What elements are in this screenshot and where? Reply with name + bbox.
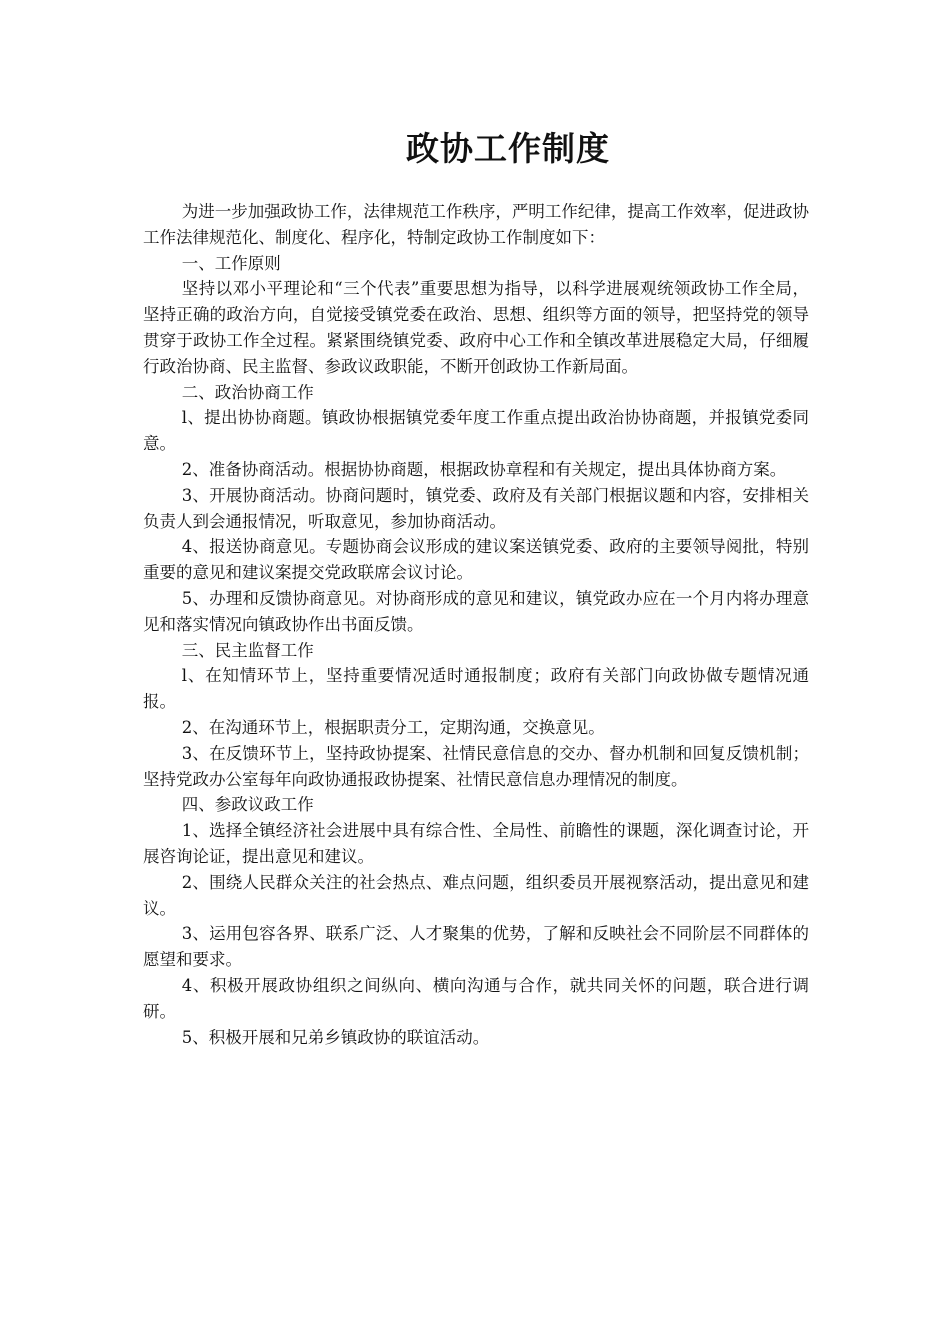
- consultation-item-2: 2、准备协商活动。根据协协商题，根据政协章程和有关规定，提出具体协商方案。: [181, 459, 787, 479]
- consultation-item-5: 5、办理和反馈协商意见。对协商形成的意见和建议，镇党政办应在一个月内将办理意见和落实情况向镇政协作出书面反馈。: [143, 588, 809, 634]
- section-heading-principles: 一、工作原则: [181, 253, 281, 273]
- section-heading-democratic-supervision: 三、民主监督工作: [181, 640, 314, 660]
- participation-item-4: 4、积极开展政协组织之间纵向、横向沟通与合作，就共同关怀的问题，联合进行调研。: [143, 975, 809, 1021]
- section-heading-political-consultation: 二、政治协商工作: [181, 382, 314, 402]
- participation-item-2: 2、围绕人民群众关注的社会热点、难点问题，组织委员开展视察活动，提出意见和建议。: [143, 872, 809, 918]
- consultation-item-4: 4、报送协商意见。专题协商会议形成的建议案送镇党委、政府的主要领导阅批，特别重要的意见和建议案提交党政联席会议讨论。: [143, 537, 809, 583]
- participation-item-1: 1、选择全镇经济社会进展中具有综合性、全局性、前瞻性的课题，深化调查讨论，开展咨询论证，提出意见和建议。: [143, 821, 809, 866]
- participation-item-5: 5、积极开展和兄弟乡镇政协的联谊活动。: [181, 1027, 490, 1047]
- intro-paragraph: 为进一步加强政协工作，法律规范工作秩序，严明工作纪律，提高工作效率，促进政协工作法律规范化、制度化、程序化，特制定政协工作制度如下：: [143, 202, 809, 247]
- section-heading-participation: 四、参政议政工作: [181, 795, 314, 815]
- consultation-item-3: 3、开展协商活动。协商问题时，镇党委、政府及有关部门根据议题和内容，安排相关负责人到会通报情况，听取意见，参加协商活动。: [143, 485, 809, 531]
- supervision-item-3: 3、在反馈环节上，坚持政协提案、社情民意信息的交办、督办机制和回复反馈机制；坚持党政办公室每年向政协通报政协提案、社情民意信息办理情况的制度。: [143, 743, 809, 789]
- supervision-item-2: 2、在沟通环节上，根据职责分工，定期沟通，交换意见。: [181, 717, 605, 737]
- document-body: [143, 199, 809, 1050]
- consultation-item-1: l、提出协协商题。镇政协根据镇党委年度工作重点提出政治协协商题，并报镇党委同意。: [143, 408, 809, 454]
- principles-paragraph: 坚持以邓小平理论和“三个代表”重要思想为指导，以科学进展观统领政协工作全局，坚持正确的政治方向，自觉接受镇党委在政治、思想、组织等方面的领导，把坚持党的领导贯穿于政协工作全过程。紧紧围绕镇党委、政府中心工作和全镇改革进展稳定大局，仔细履行政治协商、民主监督、参政议政职能，不断开创政协工作新局面。: [143, 279, 809, 376]
- document-title: 政协工作制度: [406, 129, 610, 168]
- participation-item-3: 3、运用包容各界、联系广泛、人才聚集的优势，了解和反映社会不同阶层不同群体的愿望和要求。: [143, 924, 809, 970]
- supervision-item-1: l、在知情环节上，坚持重要情况适时通报制度；政府有关部门向政协做专题情况通报。: [143, 666, 809, 712]
